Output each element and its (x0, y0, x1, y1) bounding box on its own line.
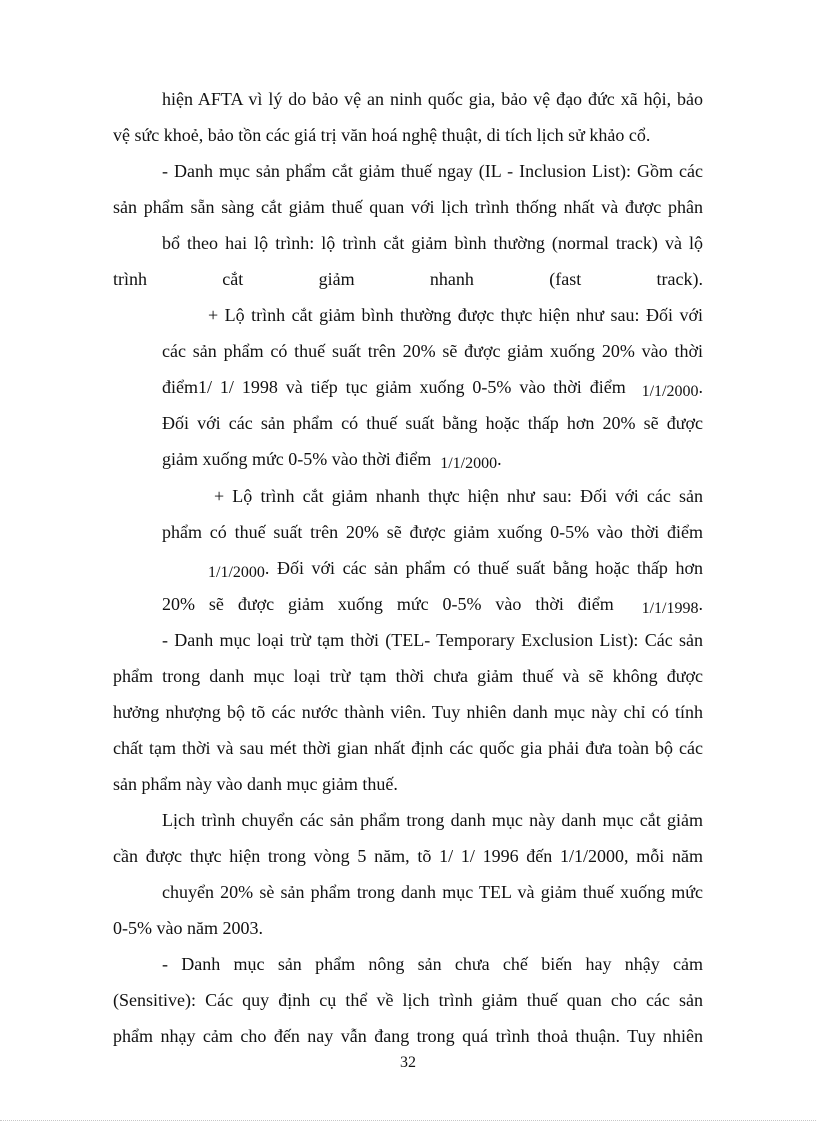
text-line: điểm1/ 1/ 1998 và tiếp tục giảm xuống 0-5% vào thời điểm 1/1/2000. (162, 377, 703, 400)
text-line: - Danh mục sản phẩm cắt giảm thuế ngay (IL - Inclusion List): Gồm các (162, 161, 703, 181)
text-line: sản phẩm này vào danh mục giảm thuế. (113, 774, 398, 794)
page-number: 32 (400, 1054, 416, 1071)
text-line: sản phẩm sẵn sàng cắt giảm thuế quan với lịch trình thống nhất và được phân (113, 197, 703, 217)
text-run: điểm1/ 1/ 1998 và tiếp tục giảm xuống 0-5% vào thời điểm (162, 377, 626, 397)
text-line: chất tạm thời và sau mét thời gian nhất định các quốc gia phải đưa toàn bộ các (113, 738, 703, 758)
text-line: 20% sẽ được giảm xuống mức 0-5% vào thời điểm 1/1/1998. (162, 594, 703, 617)
text-line: phẩm nhạy cảm cho đến nay vẫn đang trong quá trình thoả thuận. Tuy nhiên (113, 1026, 703, 1046)
text-line: phẩm có thuế suất trên 20% sẽ được giảm xuống 0-5% vào thời điểm (162, 522, 703, 542)
date-value: 1/1/2000 (641, 383, 699, 400)
text-line: hưởng nhượng bộ tõ các nước thành viên. Tuy nhiên danh mục này chỉ có tính (113, 702, 703, 722)
text-line: bổ theo hai lộ trình: lộ trình cắt giảm bình thường (normal track) và lộ (162, 233, 703, 253)
text-line: Đối với các sản phẩm có thuế suất bằng hoặc thấp hơn 20% sẽ được (162, 413, 703, 433)
date-value: 1/1/2000 (208, 564, 265, 581)
text-line: các sản phẩm có thuế suất trên 20% sẽ được giảm xuống 20% vào thời (162, 341, 703, 361)
date-value: 1/1/1998 (641, 600, 699, 617)
text-line: 1/1/2000. Đối với các sản phẩm có thuế suất bằng hoặc thấp hơn (208, 558, 703, 581)
text-line: hiện AFTA vì lý do bảo vệ an ninh quốc gia, bảo vệ đạo đức xã hội, bảo (162, 89, 703, 109)
text-line: vệ sức khoẻ, bảo tồn các giá trị văn hoá nghệ thuật, di tích lịch sử khảo cổ. (113, 125, 651, 145)
text-run: 20% sẽ được giảm xuống mức 0-5% vào thời điểm (162, 594, 614, 614)
text-line: + Lộ trình cắt giảm nhanh thực hiện như sau: Đối với các sản (214, 486, 703, 506)
text-line: phẩm trong danh mục loại trừ tạm thời chưa giảm thuế và sẽ không được (113, 666, 703, 686)
text-line: (Sensitive): Các quy định cụ thể về lịch trình giảm thuế quan cho các sản (113, 990, 703, 1010)
text-line: - Danh mục sản phẩm nông sản chưa chế biến hay nhậy cảm (162, 954, 703, 974)
text-run: giảm xuống mức 0-5% vào thời điểm (162, 449, 432, 469)
text-line: trình cắt giảm nhanh (fast track). (113, 269, 703, 289)
text-run: Đối với các sản phẩm có thuế suất bằng hoặc thấp hơn (276, 558, 703, 578)
text-line: + Lộ trình cắt giảm bình thường được thực hiện như sau: Đối với (208, 305, 703, 325)
page-edge-divider (0, 1120, 816, 1121)
text-line: cần được thực hiện trong vòng 5 năm, tõ 1/ 1/ 1996 đến 1/1/2000, mỗi năm (113, 846, 703, 866)
text-line: - Danh mục loại trừ tạm thời (TEL- Temporary Exclusion List): Các sản (162, 630, 703, 650)
text-line: 0-5% vào năm 2003. (113, 918, 263, 938)
text-line: giảm xuống mức 0-5% vào thời điểm 1/1/2000. (162, 449, 502, 472)
text-line: Lịch trình chuyển các sản phẩm trong danh mục này danh mục cắt giảm (162, 810, 703, 830)
text-line: chuyển 20% sè sản phẩm trong danh mục TEL và giảm thuế xuống mức (162, 882, 703, 902)
date-value: 1/1/2000 (440, 455, 498, 472)
